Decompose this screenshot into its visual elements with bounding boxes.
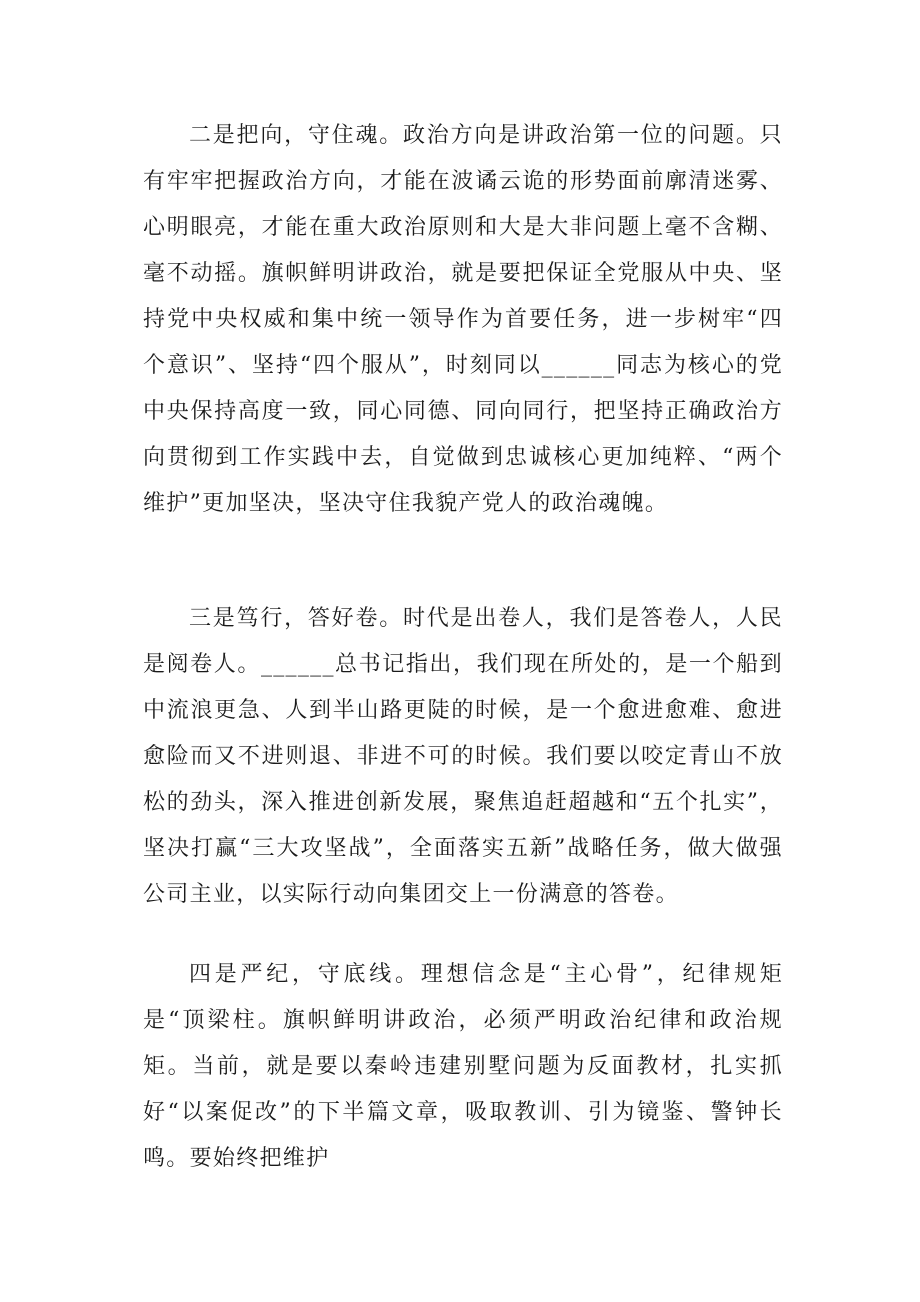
paragraph-discipline: 四是严纪，守底线。理想信念是“主心骨”，纪律规矩是“顶梁柱。旗帜鲜明讲政治，必须严明政治纪律和政治规矩。当前，就是要以秦岭违建别墅问题为反面教材，扎实抓好“以案促改”的下半篇文章，吸取教训、引为镜鉴、警钟长鸣。要始终把维护 <box>143 962 783 1171</box>
paragraph-answer-sheet: 三是笃行，答好卷。时代是出卷人，我们是答卷人，人民是阅卷人。______总书记指出，我们现在所处的，是一个船到中流浪更急、人到半山路更陡的时候，是一个愈进愈难、愈进愈险而又不进则退、非进不可的时候。我们要以咬定青山不放松的劲头，深入推进创新发展，聚焦追赶超越和“五个扎实”，坚决打赢“三大攻坚战”，全面落实五新”战略任务，做大做强公司主业，以实际行动向集团交上一份满意的答卷。 <box>143 606 783 907</box>
paragraph-political-direction: 二是把向，守住魂。政治方向是讲政治第一位的问题。只有牢牢把握政治方向，才能在波谲云诡的形势面前廓清迷雾、心明眼亮，才能在重大政治原则和大是大非问题上毫不含糊、毫不动摇。旗帜鲜明讲政治，就是要把保证全党服从中央、坚持党中央权威和集中统一领导作为首要任务，进一步树牢“四个意识”、坚持“四个服从”，时刻同以______同志为核心的党中央保持高度一致，同心同德、同向同行，把坚持正确政治方向贯彻到工作实践中去，自觉做到忠诚核心更加纯粹、“两个维护”更加坚决，坚决守住我貌产党人的政治魂魄。 <box>143 123 783 516</box>
